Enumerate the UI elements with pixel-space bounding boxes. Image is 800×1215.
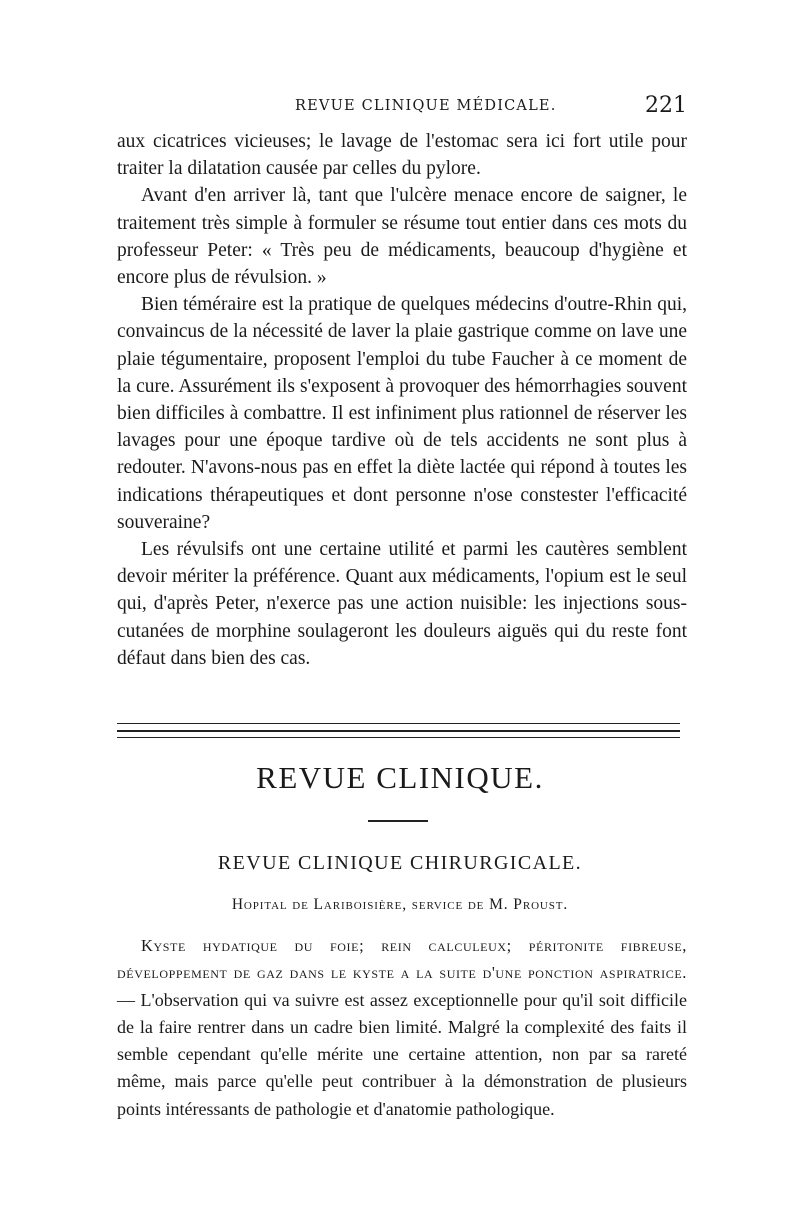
- case-text: — L'observation qui va suivre est assez exceptionnelle pour qu'il soit difficile de la faire rentrer dans un cadre bien limité. Malgré la complexité des faits il semble cependant qu'elle mérite une certaine attention, non par sa rareté même, mais parce qu'elle peut contribuer à la démonstration de plusieurs points intéressants de pathologie et d'anatomie pathologique.: [117, 989, 687, 1119]
- divider-thick: [117, 730, 680, 732]
- paragraph-1: aux cicatrices vicieuses; le lavage de l'estomac sera ici fort utile pour traiter la dilatation causée par celles du pylore.: [117, 131, 687, 180]
- case-paragraph: [117, 932, 687, 1123]
- paragraph-3: Bien téméraire est la pratique de quelques médecins d'outre-Rhin qui, convaincus de la nécessité de laver la plaie gastrique comme on lave une plaie tégumentaire, proposent l'emploi du tube Faucher à ce moment de la cure. Assurément ils s'exposent à provoquer des hémorrhagies souvent bien difficiles à combattre. Il est infiniment plus rationnel de réserver les lavages pour une époque tardive où de tels accidents ne sont plus à redouter. N'avons-nous pas en effet la diète lactée qui répond à toutes les indications thérapeutiques et dont personne n'ose constester l'efficacité souveraine?: [117, 294, 687, 533]
- divider-thin-1: [117, 723, 680, 724]
- page-number: 221: [645, 93, 687, 118]
- paragraph-2: Avant d'en arriver là, tant que l'ulcère menace encore de saigner, le traitement très simple à formuler se résume tout entier dans ces mots du professeur Peter: « Très peu de médicaments, beaucoup d'hygiène et encore plus de révulsion. »: [117, 185, 687, 289]
- case-report: [117, 932, 687, 1123]
- title-underline: [368, 820, 428, 822]
- article-body: [117, 128, 687, 672]
- paragraph-4: Les révulsifs ont une certaine utilité et parmi les cautères semblent devoir mériter la préférence. Quant aux médicaments, l'opium est le seul qui, d'après Peter, n'exerce pas une action nuisible: les injections sous-cutanées de morphine soulageront les douleurs aiguës qui du reste font défaut dans bien des cas.: [117, 539, 687, 669]
- divider-thin-2: [117, 737, 680, 738]
- hospital-line: Hopital de Lariboisière, service de M. Proust.: [231, 896, 569, 913]
- page-header: [117, 93, 687, 126]
- case-title: Kyste hydatique du foie; rein calculeux; péritonite fibreuse, développement de gaz dans le kyste a la suite d'une ponction aspiratrice.: [117, 936, 687, 983]
- subsection-title: REVUE CLINIQUE CHIRURGICALE.: [217, 852, 583, 874]
- section-title: REVUE CLINIQUE.: [256, 760, 544, 795]
- running-head: REVUE CLINIQUE MÉDICALE.: [295, 98, 557, 114]
